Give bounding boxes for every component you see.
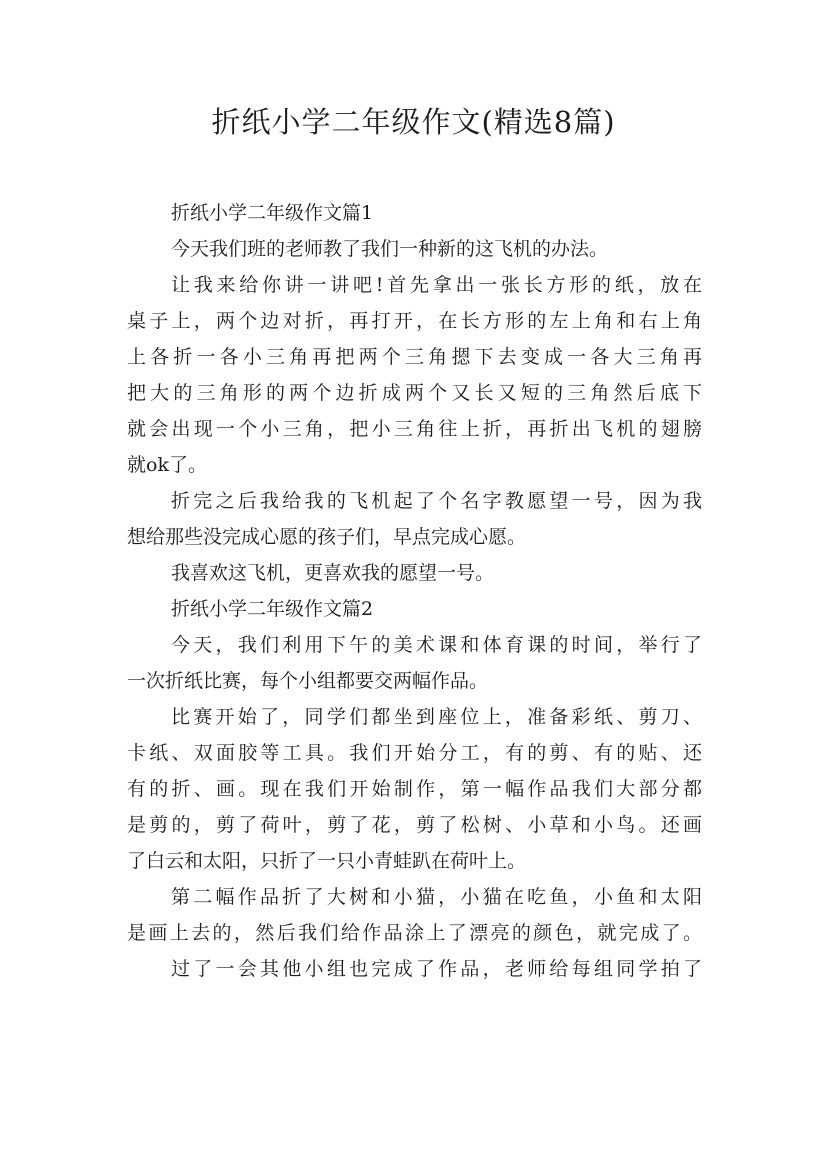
text-line: 卡纸、双面胶等工具。我们开始分工，有的剪、有的贴、还 — [127, 742, 702, 764]
text-line: 我喜欢这飞机，更喜欢我的愿望一号。 — [171, 562, 495, 584]
text-line: 今天我们班的老师教了我们一种新的这飞机的办法。 — [171, 238, 609, 260]
text-line: 过了一会其他小组也完成了作品，老师给每组同学拍了 — [171, 958, 702, 980]
document-title: 折纸小学二年级作文(精选8篇) — [211, 105, 616, 139]
text-line: 想给那些没完成心愿的孩子们，早点完成心愿。 — [127, 526, 527, 548]
text-line: 上各折一各小三角再把两个三角摁下去变成一各大三角再 — [127, 346, 702, 368]
text-line: 让我来给你讲一讲吧!首先拿出一张长方形的纸，放在 — [171, 274, 702, 296]
text-line: 是剪的，剪了荷叶，剪了花，剪了松树、小草和小鸟。还画 — [127, 814, 702, 836]
text-line: 有的折、画。现在我们开始制作，第一幅作品我们大部分都 — [127, 778, 702, 800]
text-line: 桌子上，两个边对折，再打开，在长方形的左上角和右上角 — [127, 310, 702, 332]
text-line: 就会出现一个小三角，把小三角往上折，再折出飞机的翅膀 — [127, 418, 702, 440]
document-body — [127, 195, 702, 987]
text-line: 比赛开始了，同学们都坐到座位上，准备彩纸、剪刀、 — [171, 706, 702, 728]
text-line: 第二幅作品折了大树和小猫，小猫在吃鱼，小鱼和太阳 — [171, 886, 702, 908]
text-line: 折纸小学二年级作文篇1 — [171, 202, 374, 224]
text-line: 了白云和太阳，只折了一只小青蛙趴在荷叶上。 — [127, 850, 527, 872]
text-line: 折完之后我给我的飞机起了个名字教愿望一号，因为我 — [171, 490, 702, 512]
text-line: 折纸小学二年级作文篇2 — [171, 598, 374, 620]
text-line: 把大的三角形的两个边折成两个又长又短的三角然后底下 — [127, 382, 702, 404]
text-line: 就ok了。 — [127, 454, 207, 476]
text-line: 是画上去的，然后我们给作品涂上了漂亮的颜色，就完成了。 — [127, 922, 702, 944]
text-line: 一次折纸比赛，每个小组都要交两幅作品。 — [127, 670, 489, 692]
text-line: 今天，我们利用下午的美术课和体育课的时间，举行了 — [171, 634, 702, 656]
